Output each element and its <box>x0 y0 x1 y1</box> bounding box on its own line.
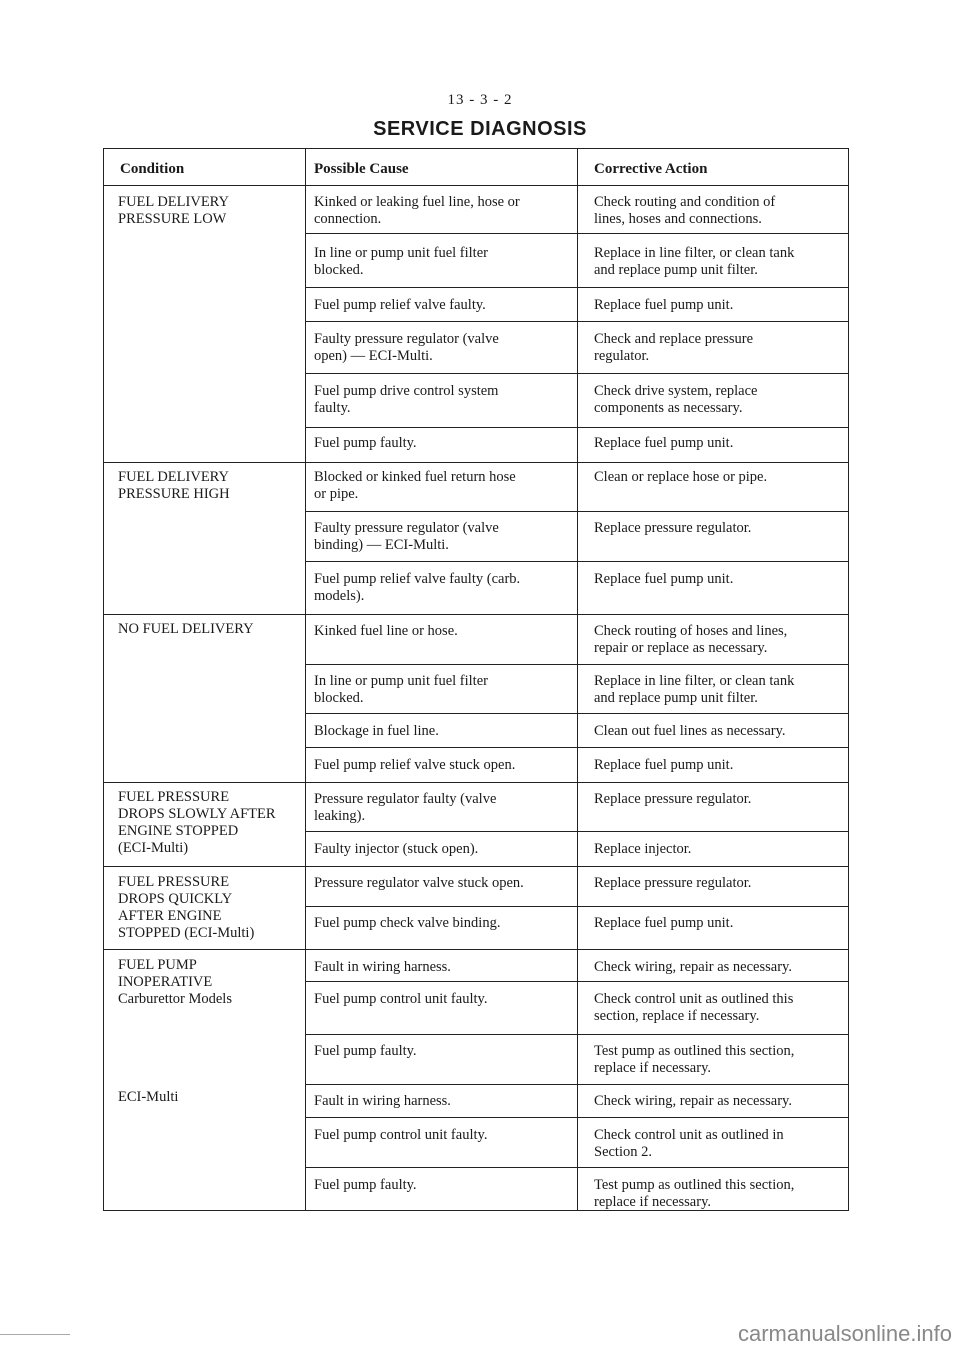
action-cell: Replace fuel pump unit. <box>594 757 734 773</box>
cause-cell: Blockage in fuel line. <box>314 723 439 739</box>
cause-cell: Fuel pump faulty. <box>314 1043 417 1059</box>
action-cell: Test pump as outlined this section, replace if necessary. <box>594 1177 795 1210</box>
row-divider <box>305 906 848 907</box>
condition-cell: FUEL DELIVERY PRESSURE HIGH <box>118 469 230 502</box>
group-divider <box>104 949 848 950</box>
action-cell: Replace fuel pump unit. <box>594 915 734 931</box>
footer-rule <box>0 1334 70 1335</box>
column-divider <box>305 149 306 1210</box>
cause-cell: Fuel pump control unit faulty. <box>314 1127 488 1143</box>
condition-cell: NO FUEL DELIVERY <box>118 621 254 637</box>
row-divider <box>305 1167 848 1168</box>
cause-cell: In line or pump unit fuel filter blocked. <box>314 245 488 278</box>
cause-cell: Fuel pump faulty. <box>314 1177 417 1193</box>
action-cell: Replace injector. <box>594 841 692 857</box>
row-divider <box>305 427 848 428</box>
diagnosis-table <box>103 148 849 1211</box>
row-divider <box>305 831 848 832</box>
header-divider <box>104 185 848 186</box>
header-corrective-action: Corrective Action <box>594 161 708 177</box>
page-number: 13 - 3 - 2 <box>447 92 513 108</box>
cause-cell: Faulty injector (stuck open). <box>314 841 479 857</box>
cause-cell: Fuel pump check valve binding. <box>314 915 501 931</box>
cause-cell: Fuel pump relief valve faulty (carb. models). <box>314 571 521 604</box>
cause-cell: Fuel pump relief valve stuck open. <box>314 757 516 773</box>
column-divider <box>577 149 578 1210</box>
action-cell: Check control unit as outlined this section, replace if necessary. <box>594 991 794 1024</box>
row-divider <box>305 1084 848 1085</box>
row-divider <box>305 287 848 288</box>
action-cell: Check wiring, repair as necessary. <box>594 1093 792 1109</box>
cause-cell: Fuel pump faulty. <box>314 435 417 451</box>
cause-cell: Fuel pump control unit faulty. <box>314 991 488 1007</box>
row-divider <box>305 664 848 665</box>
row-divider <box>305 981 848 982</box>
cause-cell: Faulty pressure regulator (valve open) — ECI-Multi. <box>314 331 499 364</box>
action-cell: Check routing and condition of lines, hoses and connections. <box>594 194 776 227</box>
action-cell: Check drive system, replace components as necessary. <box>594 383 758 416</box>
cause-cell: Pressure regulator faulty (valve leaking). <box>314 791 497 824</box>
action-cell: Clean out fuel lines as necessary. <box>594 723 786 739</box>
header-condition: Condition <box>120 161 185 177</box>
cause-cell: Blocked or kinked fuel return hose or pipe. <box>314 469 516 502</box>
cause-cell: Fault in wiring harness. <box>314 959 451 975</box>
action-cell: Replace fuel pump unit. <box>594 571 734 587</box>
cause-cell: Kinked fuel line or hose. <box>314 623 458 639</box>
action-cell: Replace in line filter, or clean tank and replace pump unit filter. <box>594 673 795 706</box>
action-cell: Check control unit as outlined in Section 2. <box>594 1127 784 1160</box>
action-cell: Replace in line filter, or clean tank and replace pump unit filter. <box>594 245 795 278</box>
row-divider <box>305 713 848 714</box>
header-possible-cause: Possible Cause <box>314 161 409 177</box>
row-divider <box>305 747 848 748</box>
action-cell: Test pump as outlined this section, replace if necessary. <box>594 1043 795 1076</box>
condition-cell: FUEL PRESSURE DROPS QUICKLY AFTER ENGINE STOPPED (ECI-Multi) <box>118 874 255 941</box>
group-divider <box>104 614 848 615</box>
cause-cell: In line or pump unit fuel filter blocked. <box>314 673 488 706</box>
group-divider <box>104 866 848 867</box>
action-cell: Replace fuel pump unit. <box>594 297 734 313</box>
group-divider <box>104 782 848 783</box>
condition-cell: ECI-Multi <box>118 1089 179 1105</box>
action-cell: Replace pressure regulator. <box>594 520 752 536</box>
condition-cell: FUEL DELIVERY PRESSURE LOW <box>118 194 230 227</box>
group-divider <box>104 462 848 463</box>
cause-cell: Fault in wiring harness. <box>314 1093 451 1109</box>
condition-cell: FUEL PUMP INOPERATIVE Carburettor Models <box>118 957 232 1007</box>
row-divider <box>305 1034 848 1035</box>
action-cell: Clean or replace hose or pipe. <box>594 469 768 485</box>
page-title: SERVICE DIAGNOSIS <box>373 118 587 140</box>
action-cell: Replace pressure regulator. <box>594 791 752 807</box>
cause-cell: Faulty pressure regulator (valve binding) — ECI-Multi. <box>314 520 499 553</box>
row-divider <box>305 561 848 562</box>
action-cell: Check and replace pressure regulator. <box>594 331 754 364</box>
action-cell: Check wiring, repair as necessary. <box>594 959 792 975</box>
cause-cell: Fuel pump drive control system faulty. <box>314 383 499 416</box>
cause-cell: Fuel pump relief valve faulty. <box>314 297 486 313</box>
row-divider <box>305 373 848 374</box>
cause-cell: Kinked or leaking fuel line, hose or connection. <box>314 194 520 227</box>
row-divider <box>305 1117 848 1118</box>
action-cell: Replace fuel pump unit. <box>594 435 734 451</box>
condition-cell: FUEL PRESSURE DROPS SLOWLY AFTER ENGINE STOPPED (ECI-Multi) <box>118 789 276 856</box>
row-divider <box>305 321 848 322</box>
action-cell: Replace pressure regulator. <box>594 875 752 891</box>
row-divider <box>305 233 848 234</box>
row-divider <box>305 511 848 512</box>
cause-cell: Pressure regulator valve stuck open. <box>314 875 524 891</box>
action-cell: Check routing of hoses and lines, repair or replace as necessary. <box>594 623 788 656</box>
footer-watermark: carmanualsonline.info <box>737 1321 952 1346</box>
